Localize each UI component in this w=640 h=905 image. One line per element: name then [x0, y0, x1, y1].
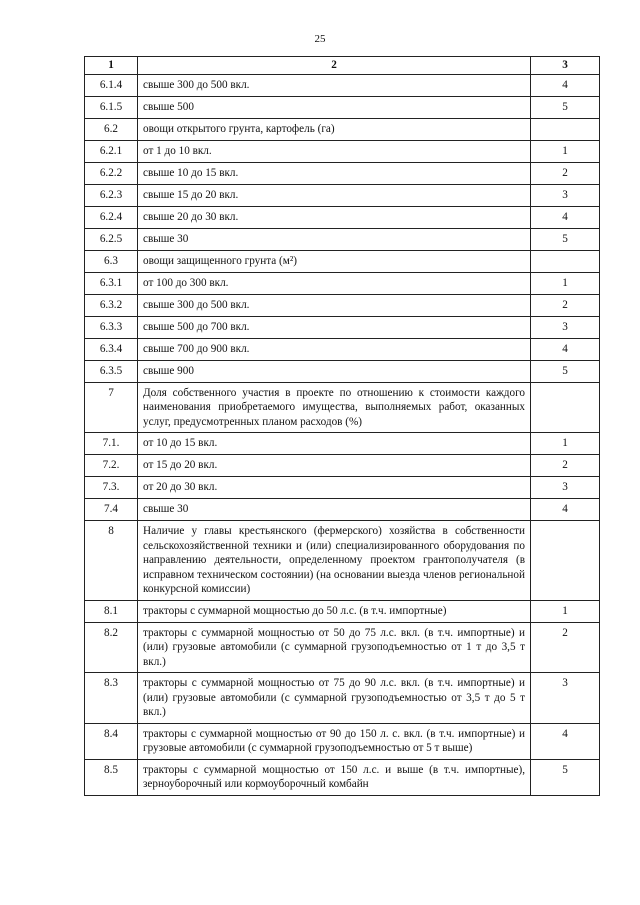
- row-text-cell: тракторы с суммарной мощностью от 50 до 75 л.с. вкл. (в т.ч. импортные) и (или) грузовые автомобили (с суммарной грузоподъемностью от 1 т до 3,5 т вкл.): [138, 622, 531, 673]
- row-score-cell: 4: [531, 74, 600, 96]
- table-row: [85, 184, 600, 206]
- row-text-cell: тракторы с суммарной мощностью от 90 до 150 л. с. вкл. (в т.ч. импортные) и грузовые автомобили (с суммарной грузоподъемностью от 5 т выше): [138, 723, 531, 759]
- table-row: [85, 162, 600, 184]
- row-number-cell: 6.3.5: [85, 360, 138, 382]
- header-col-2: 2: [138, 57, 531, 75]
- row-number-cell: 6.3.1: [85, 272, 138, 294]
- row-score-cell: 4: [531, 206, 600, 228]
- table-row: [85, 140, 600, 162]
- row-text-cell: тракторы с суммарной мощностью от 75 до 90 л.с. вкл. (в т.ч. импортные) и (или) грузовые автомобили (с суммарной грузоподъемностью от 3,5 т до 5 т вкл.): [138, 673, 531, 724]
- table-row: [85, 360, 600, 382]
- table-row: [85, 759, 600, 795]
- table-row: [85, 622, 600, 673]
- page-number: 25: [314, 33, 326, 45]
- table-row: [85, 272, 600, 294]
- row-number-cell: 7.4: [85, 499, 138, 521]
- row-score-cell: 1: [531, 272, 600, 294]
- row-score-cell: 3: [531, 316, 600, 338]
- row-number-cell: 6.3.3: [85, 316, 138, 338]
- row-score-cell: 2: [531, 622, 600, 673]
- row-text-cell: Наличие у главы крестьянского (фермерского) хозяйства в собственности сельскохозяйственной техники и (или) специализированного оборудования по направлению деятельности, определенному проектом грантополучателя (в исправном техническом состоянии) (на основании выезда членов региональной конкурсной комиссии): [138, 521, 531, 601]
- row-score-cell: 4: [531, 499, 600, 521]
- table-row: [85, 316, 600, 338]
- row-text-cell: свыше 30: [138, 499, 531, 521]
- row-score-cell: 1: [531, 600, 600, 622]
- header-col-1: 1: [85, 57, 138, 75]
- table-row: [85, 433, 600, 455]
- row-text-cell: от 10 до 15 вкл.: [138, 433, 531, 455]
- row-text-cell: свыше 300 до 500 вкл.: [138, 294, 531, 316]
- row-score-cell: 3: [531, 184, 600, 206]
- row-score-cell: 2: [531, 455, 600, 477]
- row-score-cell: 5: [531, 96, 600, 118]
- row-text-cell: Доля собственного участия в проекте по отношению к стоимости каждого наименования приобретаемого имущества, выполняемых работ, оказанных услуг, предусмотренных планом расходов (%): [138, 382, 531, 433]
- row-number-cell: 8.3: [85, 673, 138, 724]
- row-number-cell: 8.1: [85, 600, 138, 622]
- row-score-cell: [531, 521, 600, 601]
- row-number-cell: 6.2.4: [85, 206, 138, 228]
- row-number-cell: 6.2: [85, 118, 138, 140]
- row-number-cell: 6.3.2: [85, 294, 138, 316]
- row-number-cell: 7.3.: [85, 477, 138, 499]
- row-score-cell: 2: [531, 162, 600, 184]
- row-score-cell: 1: [531, 433, 600, 455]
- row-number-cell: 6.1.5: [85, 96, 138, 118]
- row-text-cell: свыше 20 до 30 вкл.: [138, 206, 531, 228]
- row-score-cell: 5: [531, 759, 600, 795]
- row-number-cell: 8.2: [85, 622, 138, 673]
- row-number-cell: 7: [85, 382, 138, 433]
- row-text-cell: свыше 700 до 900 вкл.: [138, 338, 531, 360]
- table-row: [85, 477, 600, 499]
- table-row: [85, 118, 600, 140]
- row-text-cell: тракторы с суммарной мощностью от 150 л.с. и выше (в т.ч. импортные), зерноуборочный или кормоуборочный комбайн: [138, 759, 531, 795]
- row-text-cell: от 100 до 300 вкл.: [138, 272, 531, 294]
- row-number-cell: 6.2.3: [85, 184, 138, 206]
- row-text-cell: свыше 10 до 15 вкл.: [138, 162, 531, 184]
- criteria-table: [84, 56, 600, 796]
- row-number-cell: 6.2.2: [85, 162, 138, 184]
- row-number-cell: 8.4: [85, 723, 138, 759]
- table-row: [85, 228, 600, 250]
- table-row: [85, 673, 600, 724]
- row-text-cell: свыше 300 до 500 вкл.: [138, 74, 531, 96]
- row-score-cell: 4: [531, 338, 600, 360]
- row-score-cell: 5: [531, 360, 600, 382]
- table-row: [85, 521, 600, 601]
- row-score-cell: 4: [531, 723, 600, 759]
- row-number-cell: 8.5: [85, 759, 138, 795]
- row-text-cell: овощи защищенного грунта (м²): [138, 250, 531, 272]
- row-text-cell: от 20 до 30 вкл.: [138, 477, 531, 499]
- row-text-cell: от 15 до 20 вкл.: [138, 455, 531, 477]
- row-text-cell: свыше 15 до 20 вкл.: [138, 184, 531, 206]
- row-text-cell: свыше 500 до 700 вкл.: [138, 316, 531, 338]
- row-score-cell: 2: [531, 294, 600, 316]
- row-text-cell: от 1 до 10 вкл.: [138, 140, 531, 162]
- table-row: [85, 206, 600, 228]
- table-row: [85, 382, 600, 433]
- row-score-cell: [531, 118, 600, 140]
- row-score-cell: 5: [531, 228, 600, 250]
- row-score-cell: [531, 250, 600, 272]
- row-number-cell: 6.3.4: [85, 338, 138, 360]
- row-text-cell: тракторы с суммарной мощностью до 50 л.с. (в т.ч. импортные): [138, 600, 531, 622]
- row-text-cell: овощи открытого грунта, картофель (га): [138, 118, 531, 140]
- row-number-cell: 8: [85, 521, 138, 601]
- row-number-cell: 6.3: [85, 250, 138, 272]
- row-number-cell: 7.1.: [85, 433, 138, 455]
- row-number-cell: 6.2.1: [85, 140, 138, 162]
- row-text-cell: свыше 500: [138, 96, 531, 118]
- table-row: [85, 250, 600, 272]
- row-score-cell: [531, 382, 600, 433]
- table-row: [85, 96, 600, 118]
- row-score-cell: 1: [531, 140, 600, 162]
- table-row: [85, 74, 600, 96]
- table-row: [85, 338, 600, 360]
- row-number-cell: 6.2.5: [85, 228, 138, 250]
- row-number-cell: 7.2.: [85, 455, 138, 477]
- header-col-3: 3: [531, 57, 600, 75]
- table-row: [85, 294, 600, 316]
- table-row: [85, 499, 600, 521]
- table-header-row: [85, 57, 600, 75]
- row-score-cell: 3: [531, 673, 600, 724]
- row-text-cell: свыше 30: [138, 228, 531, 250]
- table-row: [85, 600, 600, 622]
- table-row: [85, 723, 600, 759]
- row-score-cell: 3: [531, 477, 600, 499]
- row-text-cell: свыше 900: [138, 360, 531, 382]
- table-row: [85, 455, 600, 477]
- row-number-cell: 6.1.4: [85, 74, 138, 96]
